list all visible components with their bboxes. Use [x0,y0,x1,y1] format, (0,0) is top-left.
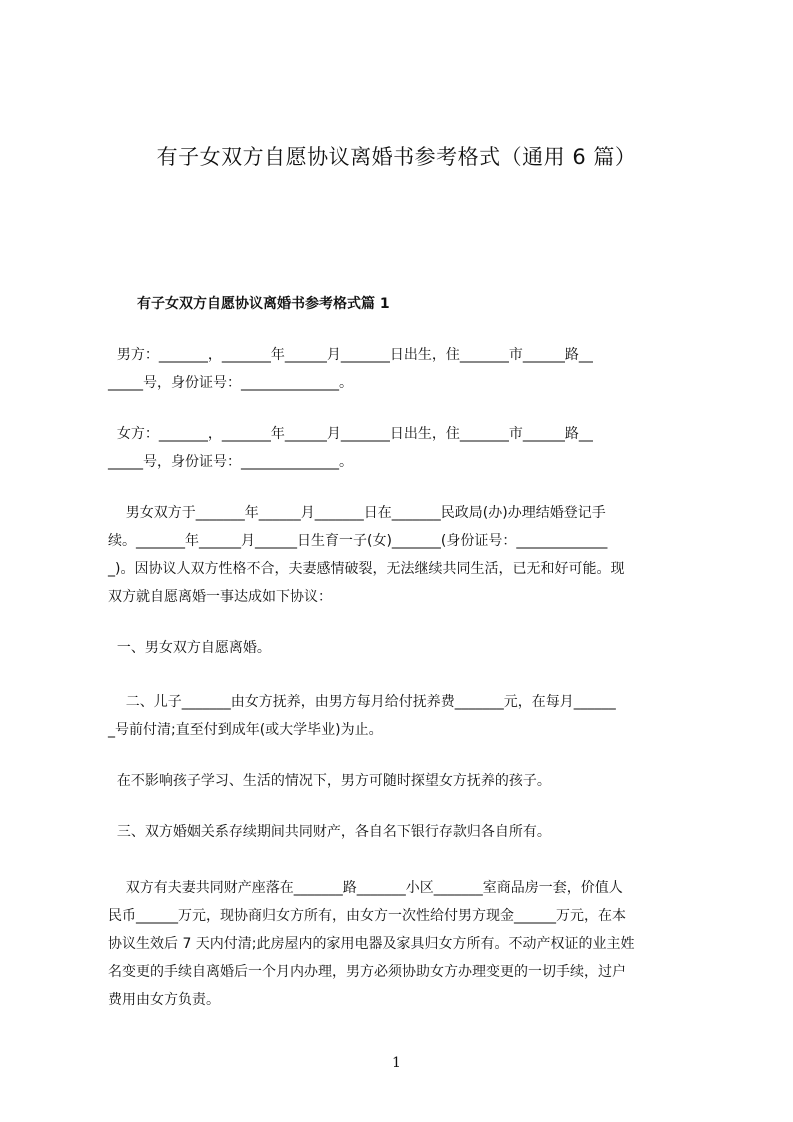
text-line: _____号，身份证号：______________。 [108,454,353,470]
text-line: 费用由女方负责。 [108,992,220,1008]
text-line: 二、儿子_______由女方抚养，由男方每月给付抚养费_______元，在每月______ [108,694,616,710]
text-line: 续。_______年______月______日生育一子(女)_______(身份证号：_____________ [108,533,608,549]
text-line: 名变更的手续自离婚后一个月内办理，男方必须协助女方办理变更的一切手续，过户 [108,964,626,980]
text-line: _号前付清;直至付到成年(或大学毕业)为止。 [108,722,383,738]
document-title: 有子女双方自愿协议离婚书参考格式（通用 6 篇） [156,145,637,169]
text-line: 三、双方婚姻关系存续期间共同财产，各自名下银行存款归各自所有。 [108,824,551,840]
text-line: 男方：_______，_______年______月_______日出生，住_______市______路__ [108,347,593,363]
paragraph-male-party [108,341,704,397]
paragraph-clause-2 [108,688,704,744]
text-line: _____号，身份证号：______________。 [108,375,353,391]
text-line: 双方有夫妻共同财产座落在_______路_______小区_______室商品房一套，价值人 [108,880,623,896]
text-line: _)。因协议人双方性格不合，夫妻感情破裂，无法继续共同生活，已无和好可能。现 [108,561,625,577]
paragraph-clause-3 [108,818,704,846]
text-line: 协议生效后 7 天内付清;此房屋内的家用电器及家具归女方所有。不动产权证的业主姓 [108,936,635,952]
text-line: 一、男女双方自愿离婚。 [108,640,271,656]
section-heading: 有子女双方自愿协议离婚书参考格式篇 1 [137,296,390,312]
paragraph-property [108,874,704,1014]
text-line: 双方就自愿离婚一事达成如下协议： [108,589,332,605]
paragraph-marriage-registration [108,499,704,611]
text-line: 男女双方于_______年______月_______日在_______民政局(办)办理结婚登记手 [108,505,606,521]
paragraph-female-party [108,420,704,476]
text-line: 在不影响孩子学习、生活的情况下，男方可随时探望女方抚养的孩子。 [108,773,551,789]
paragraph-clause-1 [108,634,704,662]
text-line: 民币______万元，现协商归女方所有，由女方一次性给付男方现金______万元，在本 [108,908,626,924]
page-number: 1 [392,1055,401,1071]
text-line: 女方：_______，_______年______月_______日出生，住_______市______路__ [108,426,593,442]
paragraph-visitation [108,767,704,795]
